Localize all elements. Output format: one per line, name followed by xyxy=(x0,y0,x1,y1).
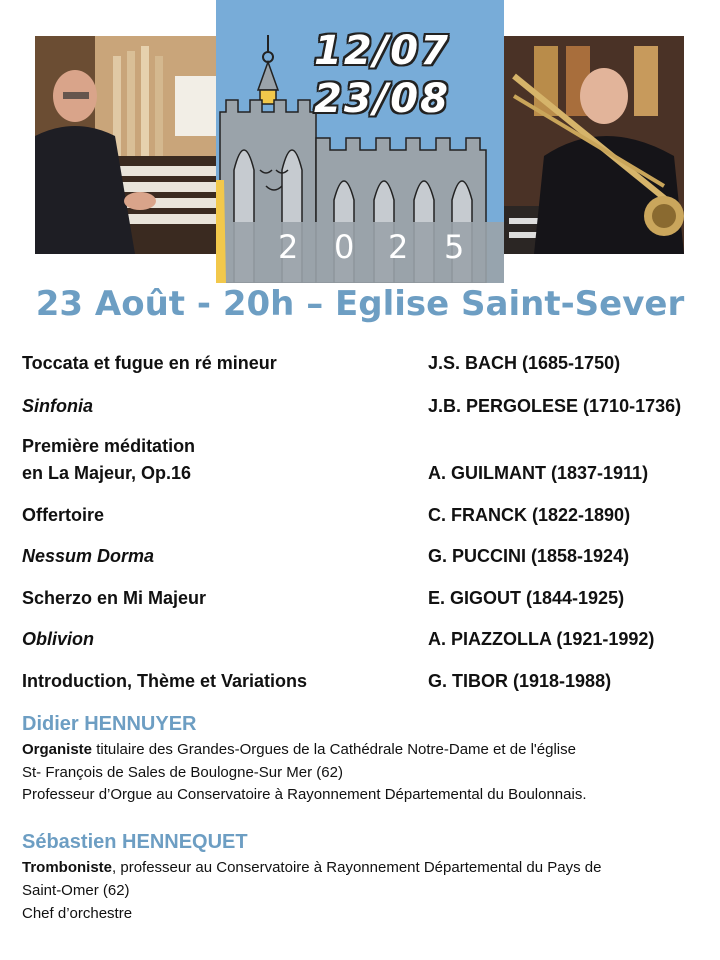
bio-line: Professeur d’Orgue au Conservatoire à Rayonnement Départemental du Boulonnais. xyxy=(22,786,587,803)
bio-line: Saint-Omer (62) xyxy=(22,882,130,899)
program-composer: A. PIAZZOLLA (1921-1992) xyxy=(428,629,655,649)
organist-photo xyxy=(35,36,217,254)
performer-role: Organiste xyxy=(22,741,93,758)
program-title: Offertoire xyxy=(22,505,105,525)
program-title: Première méditation xyxy=(22,436,196,456)
performer-name: Didier HENNUYER xyxy=(22,713,197,735)
trombonist-photo xyxy=(504,36,684,254)
performer-name: Sébastien HENNEQUET xyxy=(22,831,248,853)
year-digit: 0 xyxy=(334,228,355,266)
program-composer: J.S. BACH (1685-1750) xyxy=(428,353,621,373)
program-title: Sinfonia xyxy=(22,396,93,416)
festival-poster xyxy=(216,0,504,283)
concert-headline: 23 Août - 20h – Eglise Saint-Sever xyxy=(35,284,685,324)
program-composer: C. FRANCK (1822-1890) xyxy=(428,505,631,525)
program-composer: A. GUILMANT (1837-1911) xyxy=(428,463,649,483)
bio-line: St- François de Sales de Boulogne-Sur Mer (62) xyxy=(22,764,343,781)
bio-line: Chef d’orchestre xyxy=(22,905,133,922)
program-title: Introduction, Thème et Variations xyxy=(22,671,308,691)
festival-end-date: 23/08 xyxy=(314,76,450,122)
program-composer: E. GIGOUT (1844-1925) xyxy=(428,588,625,608)
bio-text: , professeur au Conservatoire à Rayonnement Départemental du Pays de xyxy=(112,859,602,876)
festival-start-date: 12/07 xyxy=(314,28,450,74)
year-digit: 2 xyxy=(388,228,409,266)
program-title: en La Majeur, Op.16 xyxy=(22,463,192,483)
bio-line xyxy=(22,859,601,876)
program-title: Oblivion xyxy=(22,629,94,649)
program-title: Scherzo en Mi Majeur xyxy=(22,588,207,608)
year-digit: 2 xyxy=(278,228,299,266)
bio-line xyxy=(22,741,576,758)
program-composer: G. TIBOR (1918-1988) xyxy=(428,671,612,691)
program-composer: G. PUCCINI (1858-1924) xyxy=(428,546,630,566)
performer-role: Tromboniste xyxy=(22,859,113,876)
program-title: Toccata et fugue en ré mineur xyxy=(22,353,277,373)
program-composer: J.B. PERGOLESE (1710-1736) xyxy=(428,396,682,416)
bio-text: titulaire des Grandes-Orgues de la Cathédrale Notre-Dame et de l'église xyxy=(92,741,576,758)
year-digit: 5 xyxy=(444,228,465,266)
program-title: Nessum Dorma xyxy=(22,546,155,566)
